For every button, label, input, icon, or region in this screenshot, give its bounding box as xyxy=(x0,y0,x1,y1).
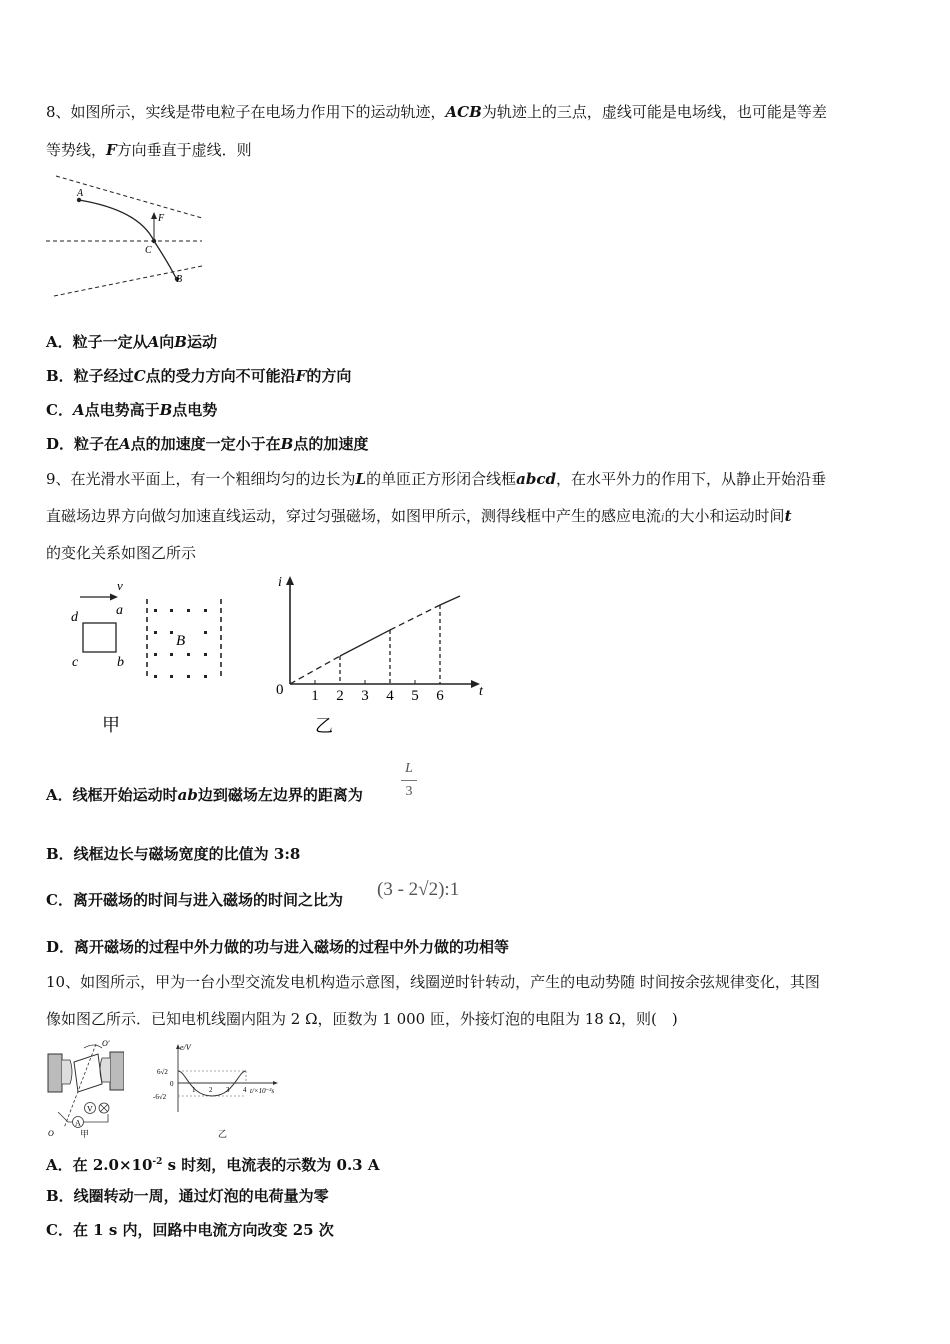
q8-option-a xyxy=(46,332,217,352)
opt-var: B xyxy=(174,333,187,351)
opt-var: B xyxy=(280,435,294,453)
q10-emf-graph xyxy=(150,1040,290,1125)
opt-text: 点的加速度 xyxy=(293,435,369,453)
magnet-left xyxy=(48,1054,62,1092)
fraction-numerator: L xyxy=(405,761,413,776)
q8-force-label: F xyxy=(106,141,117,159)
opt-text: 点的加速度一定小于在 xyxy=(130,435,281,453)
opt-var: A xyxy=(119,435,131,453)
ammeter-label: A xyxy=(75,1118,81,1128)
x-label: t/×10⁻²s xyxy=(250,1087,275,1095)
tick-label: 2 xyxy=(209,1086,213,1094)
opt-text: B．线圈转动一周，通过灯泡的电荷量为零 xyxy=(46,1187,329,1205)
q8-stem-text: 等势线， xyxy=(46,141,107,159)
q9-option-d xyxy=(46,937,509,957)
q9-stem-text: 9、在光滑水平面上，有一个粗细均匀的边长为 xyxy=(46,470,356,488)
q10-option-c xyxy=(46,1220,334,1240)
opt-var: B xyxy=(159,401,173,419)
label-o: O xyxy=(48,1129,54,1138)
x-label: t xyxy=(479,684,483,699)
q8-option-b xyxy=(46,366,351,386)
q9-option-c xyxy=(46,890,343,910)
q10-option-b xyxy=(46,1186,329,1206)
magnet-right xyxy=(110,1052,124,1090)
q8-option-d xyxy=(46,434,368,454)
force-arrow-head xyxy=(151,212,157,219)
wire xyxy=(84,1114,108,1122)
opt-text: A．线框开始运动时 xyxy=(46,786,178,804)
label-d: d xyxy=(71,610,78,625)
label-f: F xyxy=(158,213,165,224)
q10-stem-text: 像如图乙所示．已知电机线圈内阻为 2 Ω，匝数为 1 000 匝，外接灯泡的电阻为 18 Ω，则( ) xyxy=(46,1010,678,1028)
opt-text: 的方向 xyxy=(306,367,352,385)
tick-label: 4 xyxy=(386,688,394,704)
q9-stem-line2 xyxy=(46,506,792,528)
opt-var: A xyxy=(72,401,85,419)
tick-label: 3 xyxy=(226,1086,230,1094)
opt-var: C xyxy=(133,367,146,385)
label-c: C xyxy=(145,245,152,256)
wire xyxy=(58,1112,72,1122)
opt-text: 点的受力方向不可能沿 xyxy=(145,367,296,385)
q8-trajectory-figure xyxy=(44,172,209,302)
dashed-line-segment2 xyxy=(390,605,440,630)
opt-text: 边到磁场左边界的距离为 xyxy=(197,786,363,804)
coil xyxy=(74,1054,102,1092)
q9-var: L xyxy=(355,470,367,488)
q9-stem-line3 xyxy=(46,543,196,563)
opt-text: s 时刻，电流表的示数为 0.3 A xyxy=(162,1156,380,1174)
zero-label: 0 xyxy=(170,1080,174,1088)
tick-label: 1 xyxy=(192,1086,196,1094)
y-label: e/V xyxy=(180,1043,191,1052)
q9-option-b xyxy=(46,844,300,864)
q9-stem-text: 的单匝正方形闭合线框 xyxy=(366,470,517,488)
q10-stem-line1 xyxy=(46,972,820,992)
label-a: a xyxy=(116,603,123,618)
q10-option-a xyxy=(46,1152,379,1175)
q8-stem-line1 xyxy=(46,102,827,122)
q9-stem-text: 的大小和运动时间 xyxy=(664,507,785,525)
fraction-l-over-3 xyxy=(401,760,417,801)
label-field-b: B xyxy=(176,633,186,649)
q9-var-i: i xyxy=(661,511,665,524)
opt-text: 向 xyxy=(159,333,175,351)
label-v: v xyxy=(117,578,123,593)
opt-text: B．线框边长与磁场宽度的比值为 3:8 xyxy=(46,845,301,863)
y-axis-arrow xyxy=(286,576,294,585)
opt-text: B．粒子经过 xyxy=(46,367,134,385)
q8-stem-line2 xyxy=(46,140,252,160)
origin-label: 0 xyxy=(276,682,284,698)
q10-caption-jia: 甲 xyxy=(80,1130,90,1140)
label-c: c xyxy=(72,655,79,670)
voltmeter-label: V xyxy=(87,1104,93,1114)
q10-stem-text: 10、如图所示，甲为一台小型交流发电机构造示意图，线圈逆时针转动，产生的电动势随 时间按余弦规律变化，其图 xyxy=(46,973,820,991)
square-loop xyxy=(83,623,116,652)
label-o-prime: O′ xyxy=(102,1040,110,1048)
tick-label: 4 xyxy=(243,1086,247,1094)
opt-text: C． xyxy=(46,401,73,419)
q10-caption-yi: 乙 xyxy=(218,1130,228,1140)
opt-text: 运动 xyxy=(186,333,217,351)
y-pos-label: 6√2 xyxy=(157,1068,168,1076)
label-a: A xyxy=(77,188,84,199)
caption-yi: 乙 xyxy=(315,716,333,736)
label-b: B xyxy=(176,274,183,285)
opt-text: A．在 2.0×10 xyxy=(46,1156,153,1174)
opt-text: 点电势 xyxy=(172,401,218,419)
opt-text: A．粒子一定从 xyxy=(46,333,148,351)
q8-points-label: ACB xyxy=(445,103,482,121)
q9-stem-line1 xyxy=(46,469,826,489)
opt-text: D．粒子在 xyxy=(46,435,120,453)
caption-jia: 甲 xyxy=(102,715,120,735)
solid-line-segment2 xyxy=(440,596,460,605)
fraction-denominator: 3 xyxy=(405,784,413,799)
dashed-line-segment1 xyxy=(290,656,340,684)
y-neg-label: -6√2 xyxy=(153,1093,167,1101)
q8-option-c xyxy=(46,400,217,420)
q9-option-a xyxy=(46,785,363,805)
tick-label: 3 xyxy=(361,688,369,704)
opt-text: 点电势高于 xyxy=(84,401,160,419)
tick-label: 2 xyxy=(336,688,344,704)
tick-label: 5 xyxy=(411,688,419,704)
q8-stem-text: 8、如图所示，实线是带电粒子在电场力作用下的运动轨迹， xyxy=(46,103,446,121)
q8-stem-text: 方向垂直于虚线．则 xyxy=(116,141,252,159)
y-label: i xyxy=(278,575,282,590)
tick-label: 6 xyxy=(436,688,444,704)
x-axis-arrow xyxy=(273,1081,278,1085)
q9-stem-text: 的变化关系如图乙所示 xyxy=(46,544,197,562)
q9-figure-jia xyxy=(60,575,240,740)
q9-figure-yi xyxy=(268,572,498,742)
q10-generator-figure xyxy=(44,1040,124,1140)
q9-stem-text: ，在水平外力的作用下，从静止开始沿垂 xyxy=(555,470,826,488)
opt-var: A xyxy=(147,333,160,351)
opt-text: D．离开磁场的过程中外力做的功与进入磁场的过程中外力做的功相等 xyxy=(46,938,510,956)
q10-stem-line2 xyxy=(46,1009,678,1029)
opt-var: ab xyxy=(177,786,198,804)
rotation-arrow xyxy=(84,1045,102,1048)
q9-var: t xyxy=(784,507,792,525)
q9-stem-text: 直磁场边界方向做匀加速直线运动，穿过匀强磁场，如图甲所示，测得线框中产生的感应电流 xyxy=(46,507,662,525)
q8-stem-text: 为轨迹上的三点，虚线可能是电场线，也可能是等差 xyxy=(481,103,827,121)
opt-text: C．在 1 s 内，回路中电流方向改变 25 次 xyxy=(46,1221,334,1239)
velocity-arrow-head xyxy=(110,594,118,601)
opt-var: F xyxy=(295,367,307,385)
exponent: -2 xyxy=(152,1157,163,1167)
pole-left xyxy=(62,1060,72,1084)
ratio-expression: (3 - 2√2):1 xyxy=(377,879,460,900)
fraction-bar xyxy=(401,780,417,781)
opt-text: C．离开磁场的时间与进入磁场的时间之比为 xyxy=(46,891,343,909)
q9-var: abcd xyxy=(516,470,556,488)
trajectory-curve xyxy=(79,200,177,280)
label-b: b xyxy=(117,655,124,670)
solid-line-segment1 xyxy=(340,630,390,656)
tick-label: 1 xyxy=(311,688,319,704)
